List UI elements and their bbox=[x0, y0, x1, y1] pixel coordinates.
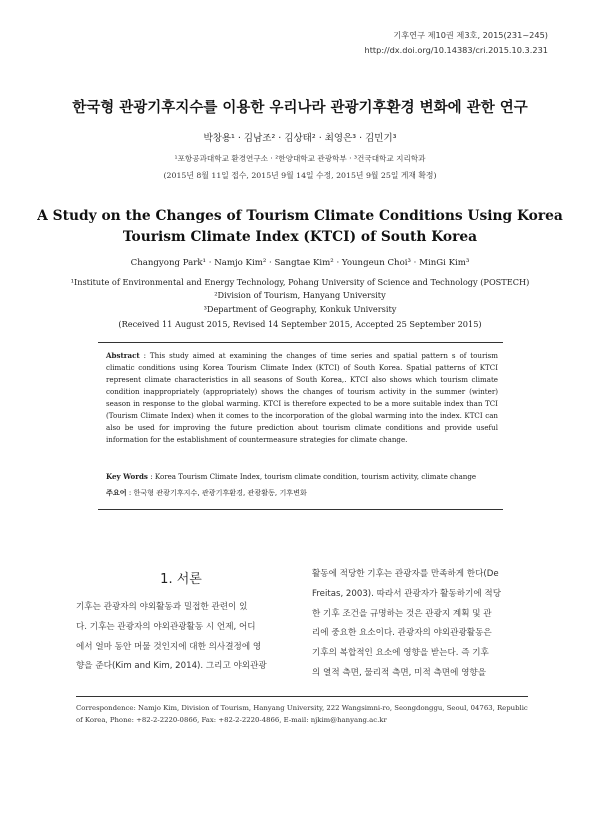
body-line: Freitas, 2003). 따라서 관광자가 활동하기에 적당 bbox=[312, 588, 502, 599]
abstract-label: Abstract bbox=[106, 351, 140, 360]
english-dates: (Received 11 August 2015, Revised 14 September 2015, Accepted 25 September 2015) bbox=[118, 319, 482, 329]
keywords-text: : Korea Tourism Climate Index, tourism climate condition, tourism activity, climate change bbox=[147, 472, 477, 481]
affiliation-2: ²Division of Tourism, Hanyang University bbox=[214, 290, 386, 301]
english-affiliations bbox=[0, 276, 600, 316]
english-authors: Changyong Park¹ · Namjo Kim² · Sangtae Kim² · Youngeun Choi³ · MinGi Kim³ bbox=[130, 258, 470, 268]
body-left-column bbox=[76, 598, 294, 677]
body-line: 향을 준다(Kim and Kim, 2014). 그리고 야외관광 bbox=[76, 661, 267, 672]
section-title: 1. 서론 bbox=[160, 572, 202, 587]
body-line: 기후는 관광자의 야외활동과 밀접한 관련이 있 bbox=[76, 602, 248, 612]
affiliation-1: ¹Institute of Environmental and Energy Technology, Pohang University of Science and Technology (POSTECH) bbox=[70, 277, 530, 287]
korean-keywords bbox=[106, 488, 498, 498]
abstract bbox=[106, 350, 498, 446]
body-line: 기후의 복합적인 요소에 영향을 받는다. 즉 기후 bbox=[312, 648, 489, 659]
korean-affiliations: ¹포항공과대학교 환경연구소 · ²한양대학교 관광학부 · ³건국대학교 지리학과 bbox=[174, 154, 426, 163]
body-line: 다. 기후는 관광자의 야외관광활동 시 언제, 어디 bbox=[76, 621, 256, 632]
abstract-text: : This study aimed at examining the changes of time series and spatial pattern s of tourism climatic conditions using Korea Tourism Climate Index (KTCI) of South Korea. Spatial patterns of KTCI represent climate characteristics in all seasons of South Korea,. KTCI also shows which tourism climate condition inappropriately (appropriately) shows the changes of tourism activity in the summer (winter) season in response to the global warming. KTCI is therefore expected to be a more suitable index than TCI (Tourism Climate Index) when it comes to the incorporation of the global warming into the index. KTCI can also be used for improving the future prediction about tourism climate conditions and provide useful information for the establishment of countermeasure strategies for climate change. bbox=[106, 351, 498, 444]
correspondence-footnote: Correspondence: Namjo Kim, Division of Tourism, Hanyang University, 222 Wangsimni-ro, Seongdonggu, Seoul, 04763, Republic of Korea, Phone: +82-2-2220-0866, Fax: +82-2-2220-4866, E-mail: njkim@hanyang.ac.kr bbox=[76, 704, 528, 725]
body-line: 활동에 적당한 기후는 관광자를 만족하게 한다(De bbox=[312, 569, 499, 579]
doi-link[interactable]: http://dx.doi.org/10.14383/cri.2015.10.3.231 bbox=[364, 45, 548, 55]
body-line: 한 기후 조건을 규명하는 것은 관광지 계획 및 관 bbox=[312, 608, 492, 619]
korean-dates: (2015년 8월 11일 접수, 2015년 9월 14일 수정, 2015년 9월 25일 게재 확정) bbox=[163, 171, 437, 180]
affiliation-3: ³Department of Geography, Konkuk University bbox=[203, 303, 397, 314]
footnote-divider bbox=[76, 696, 528, 697]
body-right-column bbox=[312, 565, 528, 684]
korean-title: 한국형 관광기후지수를 이용한 우리나라 관광기후환경 변화에 관한 연구 bbox=[72, 100, 528, 116]
keywords bbox=[106, 472, 498, 481]
body-line: 리에 중요한 요소이다. 관광자의 야외관광활동은 bbox=[312, 628, 492, 639]
korean-authors: 박창용¹ · 김남조² · 김상태² · 최영은³ · 김민기³ bbox=[203, 133, 397, 144]
english-title-line1: A Study on the Changes of Tourism Climate Conditions Using Korea bbox=[37, 208, 563, 224]
journal-header bbox=[365, 28, 548, 58]
english-title bbox=[0, 206, 600, 248]
body-line: 에서 얼마 동안 머물 것인지에 대한 의사결정에 영 bbox=[76, 641, 262, 652]
body-line: 의 열적 측면, 물리적 측면, 미적 측면에 영향을 bbox=[312, 667, 487, 678]
english-title-line2: Tourism Climate Index (KTCI) of South Korea bbox=[122, 229, 478, 245]
journal-info: 기후연구 제10권 제3호, 2015(231~245) bbox=[393, 30, 548, 40]
korean-keywords-label: 주요어 bbox=[106, 488, 127, 497]
korean-keywords-text: : 한국형 관광기후지수, 관광기후환경, 관광활동, 기후변화 bbox=[126, 488, 307, 497]
keywords-label: Key Words bbox=[106, 472, 148, 481]
